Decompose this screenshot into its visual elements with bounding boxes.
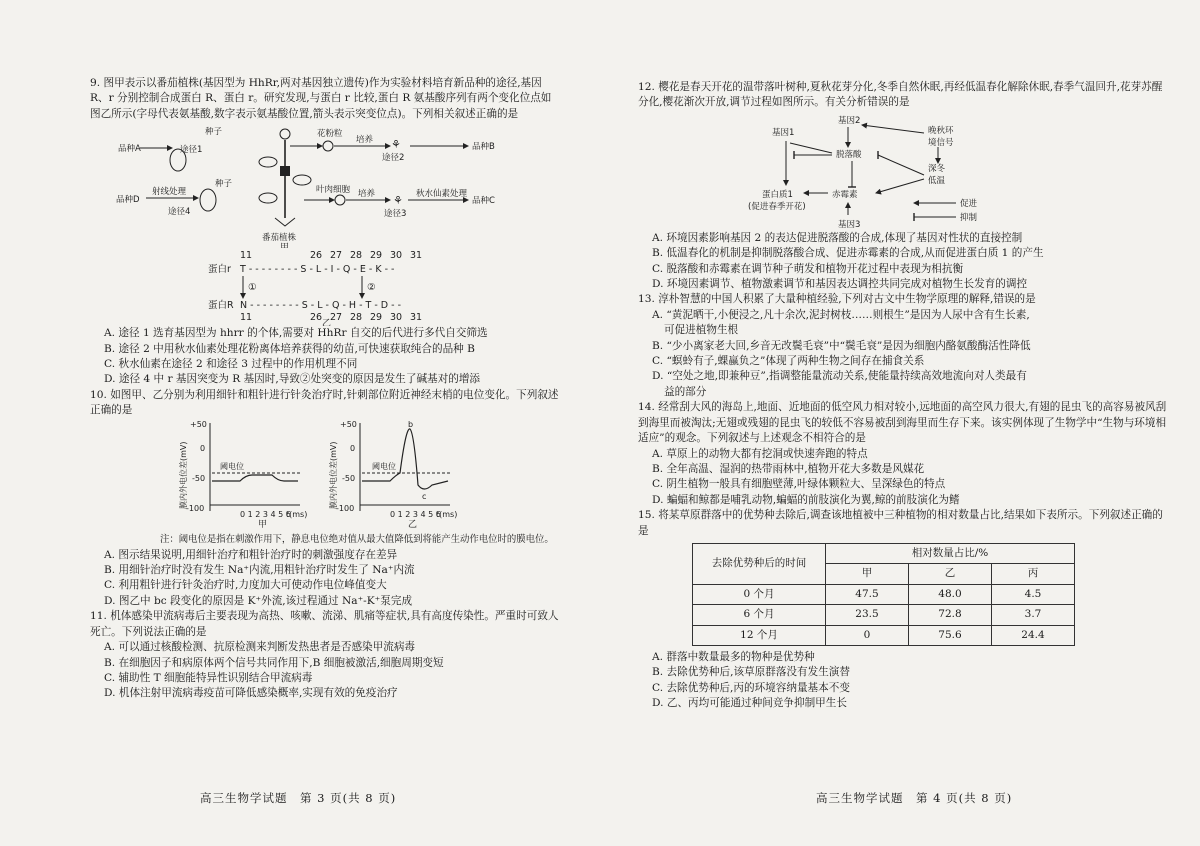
protein-sequence-diagram [90,248,560,326]
q15-col-yi: 乙 [909,564,992,584]
q10-stem: 10. 如图甲、乙分别为利用细针和粗针进行针灸治疗时,针刺部位附近神经末梢的电位变化。下列叙述正确的是 [90,388,559,417]
q10-option-a: A. 图示结果说明,用细针治疗和粗针治疗时的刺激强度存在差异 [104,548,398,561]
q12-gene3: 基因3 [838,219,861,230]
q9-figure-b [90,248,560,326]
q15-option-c: C. 去除优势种后,丙的环境容纳量基本不变 [652,681,850,694]
q9-fig-a-tag: 甲 [280,243,290,249]
q10-threshold-a: 阈电位 [220,461,244,471]
q9-bottom-num: 11 [240,312,253,324]
fruit-icon [280,166,290,176]
q15-cell: 24.4 [992,625,1075,645]
q10-ytick: -50 [342,473,356,483]
q11-option-a: A. 可以通过核酸检测、抗原检测来判断发热患者是否感染甲流病毒 [104,641,416,654]
tomato-breeding-diagram [90,122,560,248]
q14-stem: 14. 经常刮大风的海岛上,地面、近地面的低空风力相对较小,远地面的高空风力很大,有翅的昆虫飞的高容易被风刮到海里而被淘汰;无翅或残翅的昆虫飞的较低不容易被刮到海里而生存下来。该实例体现了生物学中“生物与环境相适应”的观念。下列叙述与上述观念不相符合的是 [638,401,1167,445]
flower-icon [280,129,290,139]
q9-leaf-label: 叶肉细胞 [316,185,351,196]
q10-ytick: -100 [186,503,205,513]
q15-table [692,543,1075,646]
q9-culture2-label: 培养 [358,189,376,200]
q9-top-num: 28 [350,250,363,262]
q10-xticks-b: 0 1 2 3 4 5 6 [390,509,441,519]
q9-varC-label: 品种C [472,196,495,207]
q15-cell: 0 [826,625,909,645]
q11-option-b: B. 在细胞因子和病原体两个信号共同作用下,B 细胞被激活,细胞周期变短 [104,656,444,669]
q9-bottom-num: 27 [330,312,343,324]
q11-option-d: D. 机体注射甲流病毒疫苗可降低感染概率,实现有效的免疫治疗 [104,687,398,700]
q15-cell: 6 个月 [693,605,826,625]
q12-gene2: 基因2 [838,115,861,126]
pollen-icon [323,141,333,151]
table-row [693,605,1075,625]
q14-option-d: D. 蝙蝠和鲸都是哺乳动物,蝙蝠的前肢演化为翼,鲸的前肢演化为鳍 [652,493,960,506]
q13-option-a: A. “黄泥晒干,小便浸之,凡十余次,泥封树枝……则根生”是因为人尿中含有生长素, [652,308,1030,321]
q14-option-c: C. 阴生植物一般具有细胞壁薄,叶绿体颗粒大、呈深绿色的特点 [652,478,946,491]
q15-col-time: 去除优势种后的时间 [693,543,826,584]
q12-promote-legend: 促进 [960,198,978,209]
page-3-footer: 高三生物学试题 第 3 页(共 8 页) [200,791,397,805]
q12-ga: 赤霉素 [832,189,858,200]
q10-threshold-b: 阈电位 [372,461,396,471]
q10-option-c: C. 利用粗针进行针灸治疗时,力度加大可使动作电位峰值变大 [104,579,387,592]
q15-col-bing: 丙 [992,564,1075,584]
q15-cell: 4.5 [992,584,1075,604]
q9-top-num: 30 [390,250,403,262]
q9-figure-a [90,122,560,248]
q12-late-autumn-2: 境信号 [928,137,954,148]
leaf-icon [259,157,277,167]
q9-mark-1: ① [248,282,257,294]
seedling-icon: ⚘ [391,138,401,152]
seed-icon [200,189,216,211]
leaf-icon [293,175,311,185]
q10-label-b: 乙 [408,519,418,530]
q9-seed1-label: 种子 [205,127,223,138]
q12-winter: 深冬 [928,163,946,174]
q12-aba: 脱落酸 [836,149,862,160]
q15-cell: 75.6 [909,625,992,645]
q12-protein1: 蛋白质1 [762,189,793,200]
q15-cell: 23.5 [826,605,909,625]
q13-option-c: C. “螟蛉有子,蜾蠃负之”体现了两种生物之间存在捕食关系 [652,355,925,368]
q10-option-b: B. 用细针治疗时没有发生 Na⁺内流,用粗针治疗时发生了 Na⁺内流 [104,564,415,577]
q14-option-b: B. 全年高温、湿润的热带雨林中,植物开花大多数是风媒花 [652,462,925,475]
q12-option-d: D. 环境因素调节、植物激素调节和基因表达调控共同完成对植物生长发育的调控 [652,278,1028,291]
q9-route3-label: 途径3 [384,209,407,220]
q9-bottom-num: 28 [350,312,363,324]
q9-fig-b-tag: 乙 [322,319,332,327]
q15-option-d: D. 乙、丙均可能通过种间竞争抑制甲生长 [652,697,847,710]
q9-option-a: A. 途径 1 选育基因型为 hhrr 的个体,需要对 HhRr 自交的后代进行多代自交筛选 [104,327,488,340]
page-4-column [638,80,1168,712]
q9-bottom-num: 26 [310,312,323,324]
q15-cell: 48.0 [909,584,992,604]
q10-figure [90,419,560,531]
q10-option-d: D. 图乙中 bc 段变化的原因是 K⁺外流,该过程通过 Na⁺-K⁺泵完成 [104,594,413,607]
q15-cell: 3.7 [992,605,1075,625]
q9-ray-label: 射线处理 [152,187,187,198]
q10-xunit-b: t(ms) [436,509,458,519]
page-4-footer: 高三生物学试题 第 4 页(共 8 页) [816,791,1013,805]
q11-stem: 11. 机体感染甲流病毒后主要表现为高热、咳嗽、流涕、肌痛等症状,具有高度传染性。严重时可致人死亡。下列说法正确的是 [90,610,559,638]
q14-option-a: A. 草原上的动物大都有挖洞或快速奔跑的特点 [652,447,868,460]
q15-cell: 72.8 [909,605,992,625]
q9-r-sequence: T - - - - - - - - S - L - I - Q - E - K - - [240,264,395,276]
q13-stem: 13. 淳朴智慧的中国人积累了大量种植经验,下列对古文中生物学原理的解释,错误的是 [638,293,1036,306]
q13-option-d: D. “空处之地,即兼种豆”,指调整能量流动关系,使能量持续高效地流向对人类最有 [652,370,1027,383]
q9-R-sequence: N - - - - - - - - S - L - Q - H - T - D - - [240,300,402,312]
q9-option-c: C. 秋水仙素在途径 2 和途径 3 过程中的作用机理不同 [104,358,358,371]
q9-top-num: 31 [410,250,423,262]
q12-gene1: 基因1 [772,127,795,138]
cell-icon [335,195,345,205]
q9-option-b: B. 途径 2 中用秋水仙素处理花粉离体培养获得的幼苗,可快速获取纯合的品种 B [104,342,475,355]
q9-seed2-label: 种子 [215,179,233,190]
leaf-icon [259,193,277,203]
q9-plant-label: 番茄植株 [262,233,297,244]
q15-col-jia: 甲 [826,564,909,584]
q15-option-b: B. 去除优势种后,该草原群落没有发生演替 [652,666,850,679]
q13-option-d-cont: 益的部分 [664,385,707,398]
q10-ytick: 0 [200,443,206,453]
q10-ylabel-a: 膜内外电位差(mV) [179,441,188,509]
q10-ytick: +50 [340,419,357,429]
q9-bottom-num: 30 [390,312,403,324]
q9-top-num: 11 [240,250,253,262]
q13-option-a-cont: 可促进植物生根 [664,324,739,337]
q10-xticks-a: 0 1 2 3 4 5 6 [240,509,291,519]
q9-culture1-label: 培养 [356,135,374,146]
cherry-blossom-regulation-diagram [638,111,1168,231]
q10-ytick: 0 [350,443,356,453]
q9-top-num: 29 [370,250,383,262]
q15-stem: 15. 将某草原群落中的优势种去除后,调查该地植被中三种植物的相对数量占比,结果如下表所示。下列叙述正确的是 [638,509,1163,537]
q10-ytick: -50 [192,473,206,483]
q10-point-b: b [408,419,414,429]
q9-top-num: 27 [330,250,343,262]
table-row [693,625,1075,645]
q12-option-c: C. 脱落酸和赤霉素在调节种子萌发和植物开花过程中表现为相抗衡 [652,262,964,275]
q12-late-autumn: 晚秋环 [928,125,954,136]
q15-cell: 12 个月 [693,625,826,645]
q9-protein-R-label: 蛋白R [208,300,234,312]
q10-xunit-a: t(ms) [286,509,308,519]
q10-point-c: c [422,491,427,501]
q15-cell: 47.5 [826,584,909,604]
q9-varA-label: 品种A [118,144,141,155]
q9-bottom-num: 31 [410,312,423,324]
q11-option-c: C. 辅助性 T 细胞能特异性识别结合甲流病毒 [104,671,313,684]
q12-inhibit-legend: 抑制 [960,212,978,223]
q9-pollen-label: 花粉粒 [317,129,343,140]
q9-mark-2: ② [367,282,376,294]
q9-route4-label: 途径4 [168,207,191,218]
q9-varB-label: 品种B [472,142,495,153]
q10-note: 注：阈电位是指在刺激作用下，静息电位绝对值从最大值降低到将能产生动作电位时的膜电位。 [160,533,554,545]
q9-option-d: D. 途径 4 中 r 基因突变为 R 基因时,导致②处突变的原因是发生了碱基对的增添 [104,373,481,386]
page-3-column [90,76,560,702]
q10-ytick: -100 [336,503,355,513]
q9-protein-r-label: 蛋白r [208,264,231,276]
q13-option-b: B. “少小离家老大回,乡音无改鬓毛衰”中“鬓毛衰”是因为细胞内酪氨酸酶活性降低 [652,339,1031,352]
q12-option-a: A. 环境因素影响基因 2 的表达促进脱落酸的合成,体现了基因对性状的直接控制 [652,231,1023,244]
page-4 [600,0,1200,846]
q9-route1-label: 途径1 [180,145,203,156]
q10-label-a: 甲 [258,519,268,530]
q9-top-num: 26 [310,250,323,262]
q9-stem: 9. 图甲表示以番茄植株(基因型为 HhRr,两对基因独立遗传)作为实验材料培育新品种的途径,基因 R、r 分别控制合成蛋白 R、蛋白 r。研究发现,与蛋白 r 比较,蛋白 R 氨基酸序列有两个变化位点如图乙所示(字母代表氨基酸,数字表示氨基酸位置,箭头表示突变位点)。下列相关叙述正确的是 [90,77,552,120]
q12-winter-2: 低温 [928,175,946,186]
q10-ytick: +50 [190,419,207,429]
q12-protein1-sub: (促进春季开花) [748,201,806,212]
q12-option-b: B. 低温春化的机制是抑制脱落酸合成、促进赤霉素的合成,从而促进蛋白质 1 的产生 [652,247,1044,260]
q12-figure [638,111,1168,231]
q12-stem: 12. 樱花是春天开花的温带落叶树种,夏秋花芽分化,冬季自然休眠,再经低温春化解除休眠,春季气温回升,花芽苏醒分化,樱花渐次开放,调节过程如图所示。有关分析错误的是 [638,81,1163,109]
q9-route2-label: 途径2 [382,153,405,164]
table-row [693,584,1075,604]
curve-a [212,475,298,481]
root-icon [275,218,295,226]
q15-cell: 0 个月 [693,584,826,604]
q15-option-a: A. 群落中数量最多的物种是优势种 [652,650,815,663]
q10-ylabel-b: 膜内外电位差(mV) [329,441,338,509]
q9-varD-label: 品种D [116,195,140,206]
seedling-icon: ⚘ [393,194,403,208]
q15-col-group: 相对数量占比/% [826,543,1075,563]
membrane-potential-charts [90,419,560,531]
q9-colch-label: 秋水仙素处理 [416,189,468,200]
q9-bottom-num: 29 [370,312,383,324]
curve-b [362,429,448,489]
